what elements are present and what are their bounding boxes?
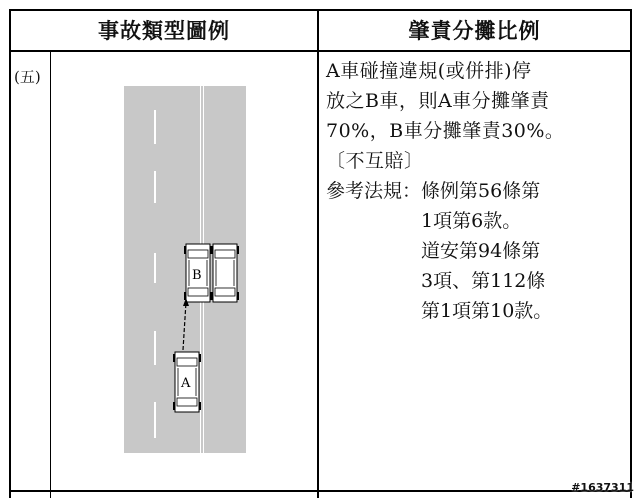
car-adjacent-parked (211, 244, 239, 302)
description-line: 放之B車，則A車分攤肇責 (326, 90, 550, 112)
header-diagram: 事故類型圖例 (98, 19, 230, 43)
watermark: #1637311 (571, 481, 634, 494)
reference-line: 條例第56條第 (421, 180, 541, 202)
reference-line: 道安第94條第 (421, 240, 541, 262)
reference-list (421, 176, 552, 326)
reference-line: 1項第6款。 (421, 210, 522, 232)
trajectory-arrow (183, 298, 189, 350)
description-line: 70%，B車分攤肇責30%。 (326, 120, 565, 142)
description-line: A車碰撞違規(或併排)停 (326, 60, 532, 82)
case-number: (五) (14, 68, 41, 86)
car-b-label: B (192, 268, 202, 283)
reference-line: 3項、第112條 (421, 270, 546, 292)
mutual-note: 〔不互賠〕 (326, 150, 424, 172)
header-liability: 肇責分攤比例 (408, 19, 541, 43)
reference-line: 第1項第10款。 (421, 300, 553, 322)
reference-label: 參考法規： (326, 180, 422, 202)
reference-block (326, 176, 632, 326)
car-a-label: A (181, 376, 191, 391)
liability-text (326, 56, 632, 326)
